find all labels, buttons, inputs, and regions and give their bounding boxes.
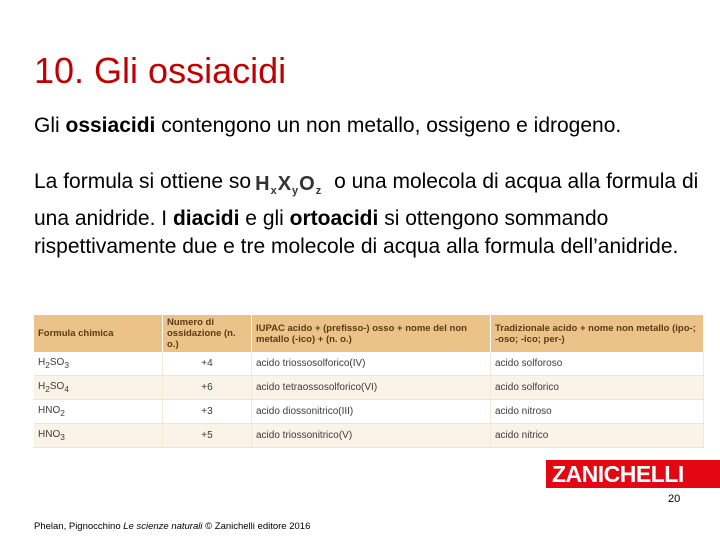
formula-X: X xyxy=(277,173,293,195)
cell-iupac: acido diossonitrico(III) xyxy=(252,400,491,424)
cell-iupac: acido triossosolforico(IV) xyxy=(252,352,491,376)
table-row xyxy=(34,352,704,376)
cell-traditional: acido nitroso xyxy=(491,400,704,424)
cell-formula: $HNO_3$ xyxy=(34,424,163,448)
table-row xyxy=(34,424,704,448)
cell-formula: $HNO_2$ xyxy=(34,400,163,424)
table-row xyxy=(34,376,704,400)
intro-pre: Gli xyxy=(34,114,66,137)
intro-bold-term: ossiacidi xyxy=(65,114,156,137)
slide-title: 10. Gli ossiacidi xyxy=(34,50,287,91)
paragraph-part2: o una molecola di acqua alla formula di una anidride. I xyxy=(34,170,699,230)
paragraph-part1: La formula si ottiene so xyxy=(34,170,252,193)
cell-oxidation: +5 xyxy=(163,424,252,448)
formula-sub-y: y xyxy=(292,185,300,197)
cell-iupac: acido triossonitrico(V) xyxy=(252,424,491,448)
header-traditional: Tradizionale acido + nome non metallo (ipo-; -oso; -ico; per-) xyxy=(491,315,704,352)
cell-formula: $H_2SO_3$ xyxy=(34,352,163,376)
oxyacids-table xyxy=(34,315,704,448)
cell-traditional: acido solforoso xyxy=(491,352,704,376)
cell-oxidation: +6 xyxy=(163,376,252,400)
formula-sub-z: z xyxy=(315,185,323,197)
publisher-logo: ZANICHELLI xyxy=(546,460,720,488)
intro-post: contengono un non metallo, ossigeno e idrogeno. xyxy=(155,114,622,137)
header-iupac: IUPAC acido + (prefisso-) osso + nome del non metallo (-ico) + (n. o.) xyxy=(252,315,491,352)
footer-credit xyxy=(34,521,310,532)
formula-paragraph xyxy=(34,168,704,261)
header-formula: Formula chimica xyxy=(34,315,163,352)
footer-book-title: Le scienze naturali xyxy=(123,521,203,532)
cell-formula: $H_2SO_4$ xyxy=(34,376,163,400)
paragraph-part3: e gli xyxy=(239,207,290,230)
intro-paragraph xyxy=(34,112,704,140)
paragraph-bold-diacidi: diacidi xyxy=(172,207,240,230)
page-number: 20 xyxy=(668,493,681,505)
table-row xyxy=(34,400,704,424)
cell-oxidation: +4 xyxy=(163,352,252,376)
cell-traditional: acido nitrico xyxy=(491,424,704,448)
table-header-row xyxy=(34,315,704,352)
header-oxidation: Numero di ossidazione (n. o.) xyxy=(163,315,252,352)
cell-traditional: acido solforico xyxy=(491,376,704,400)
formula-h: H xyxy=(255,173,271,195)
paragraph-part4: si ottengono sommando rispettivamente due e tre molecole di acqua alla formula dell’anidride. xyxy=(34,207,679,258)
footer-authors: Phelan, Pignocchino xyxy=(34,521,124,532)
cell-oxidation: +3 xyxy=(163,400,252,424)
general-formula xyxy=(255,170,322,205)
paragraph-bold-ortoacidi: ortoacidi xyxy=(289,207,379,230)
cell-iupac: acido tetraossosolforico(VI) xyxy=(252,376,491,400)
formula-sub-x: x xyxy=(270,185,278,197)
footer-publisher: © Zanichelli editore 2016 xyxy=(202,521,311,532)
formula-o: O xyxy=(299,173,316,195)
